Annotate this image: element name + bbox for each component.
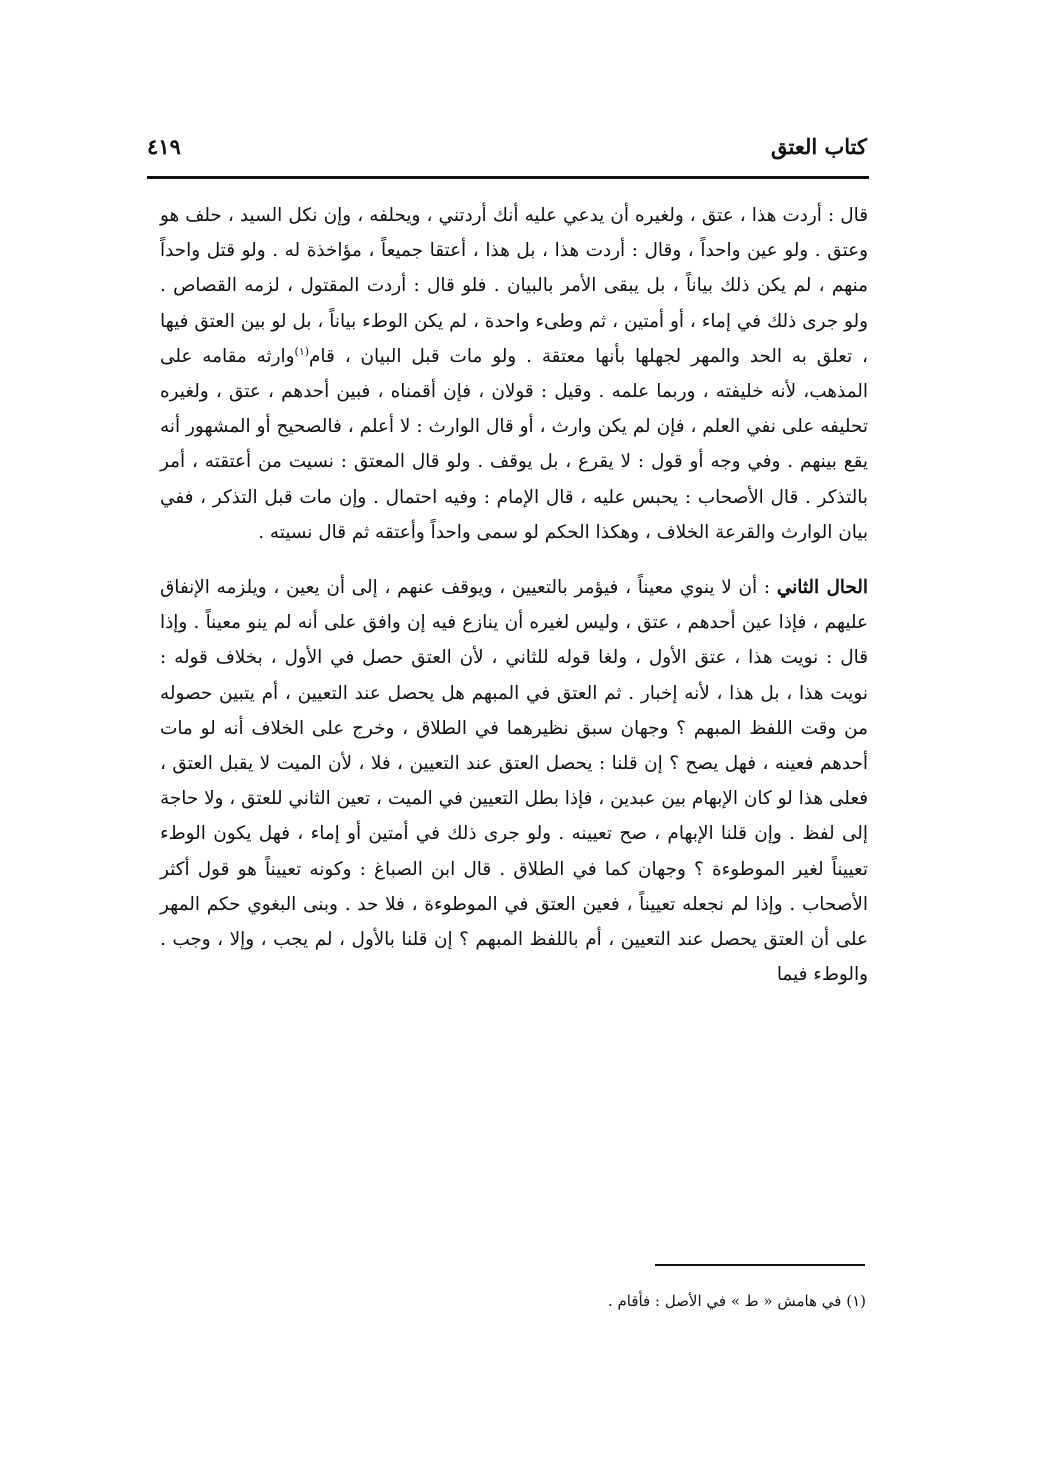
running-title: كتاب العتق [770, 134, 867, 159]
paragraph [160, 570, 868, 992]
page-header [147, 130, 867, 176]
footnote-reference: (١) [294, 344, 310, 358]
main-text [160, 198, 868, 992]
page-number: ٤١٩ [147, 134, 181, 159]
section-lead: الحال الثاني [776, 577, 868, 599]
footnote-rule [655, 1264, 865, 1266]
footnote: (١) في هامش « ط » في الأصل : فأقام . [607, 1292, 866, 1310]
paragraph-text: قال : أردت هذا ، عتق ، ولغيره أن يدعي عليه أنك أردتني ، ويحلفه ، وإن نكل السيد ، حلف هو وعتق . ولو عين واحداً ، وقال : أردت هذا ، بل هذا ، أعتقا جميعاً ، مؤاخذة له . ولو قتل واحداً منهم ، لم يكن ذلك بياناً ، بل يبقى الأمر بالبيان . فلو قال : أردت المقتول ، لزمه القصاص . ولو جرى ذلك في إماء ، أو أمتين ، ثم وطىء واحدة ، لم يكن الوطء بياناً ، بل لو بين العتق فيها ، تعلق به الحد والمهر لجهلها بأنها معتقة . ولو مات قبل البيان ، قام [160, 205, 868, 367]
paragraph-text: : أن لا ينوي معيناً ، فيؤمر بالتعيين ، ويوقف عنهم ، إلى أن يعين ، ويلزمه الإنفاق عليهم ، فإذا عين أحدهم ، عتق ، وليس لغيره أن ينازع فيه إن وافق على أنه لم ينو معيناً . وإذا قال : نويت هذا ، عتق الأول ، ولغا قوله للثاني ، لأن العتق حصل في الأول ، بخلاف قوله : نويت هذا ، بل هذا ، لأنه إخبار . ثم العتق في المبهم هل يحصل عند التعيين ، أم يتبين حصوله من وقت اللفظ المبهم ؟ وجهان سبق نظيرهما في الطلاق ، وخرج على الخلاف أنه لو مات أحدهم فعينه ، فهل يصح ؟ إن قلنا : يحصل العتق عند التعيين ، فلا ، لأن الميت لا يقبل العتق ، فعلى هذا لو كان الإبهام بين عبدين ، فإذا بطل التعيين في الميت ، تعين الثاني للعتق ، ولا حاجة إلى لفظ . وإن قلنا الإبهام ، صح تعيينه . ولو جرى ذلك في أمتين أو إماء ، فهل يكون الوطء تعييناً لغير الموطوءة ؟ وجهان كما في الطلاق . قال ابن الصباغ : وكونه تعييناً هو قول أكثر الأصحاب . وإذا لم نجعله تعييناً ، فعين العتق في الموطوءة ، فلا حد . وبنى البغوي حكم المهر على أن العتق يحصل عند التعيين ، أم باللفظ المبهم ؟ إن قلنا بالأول ، لم يجب ، وإلا ، وجب . والوطء فيما [160, 577, 868, 986]
header-rule [147, 176, 869, 179]
paragraph [160, 198, 868, 550]
paragraph-text: وارثه مقامه على المذهب، لأنه خليفته ، وربما علمه . وقيل : قولان ، فإن أقمناه ، فبين أحدهم ، عتق ، ولغيره تحليفه على نفي العلم ، فإن لم يكن وارث ، أو قال الوارث : لا أعلم ، فالصحيح أو المشهور أنه يقع بينهم . وفي وجه أو قول : لا يقرع ، بل يوقف . ولو قال المعتق : نسيت من أعتقته ، أمر بالتذكر . قال الأصحاب : يحبس عليه ، قال الإمام : وفيه احتمال . وإن مات قبل التذكر ، ففي بيان الوارث والقرعة الخلاف ، وهكذا الحكم لو سمى واحداً وأعتقه ثم قال نسيته . [160, 345, 868, 543]
